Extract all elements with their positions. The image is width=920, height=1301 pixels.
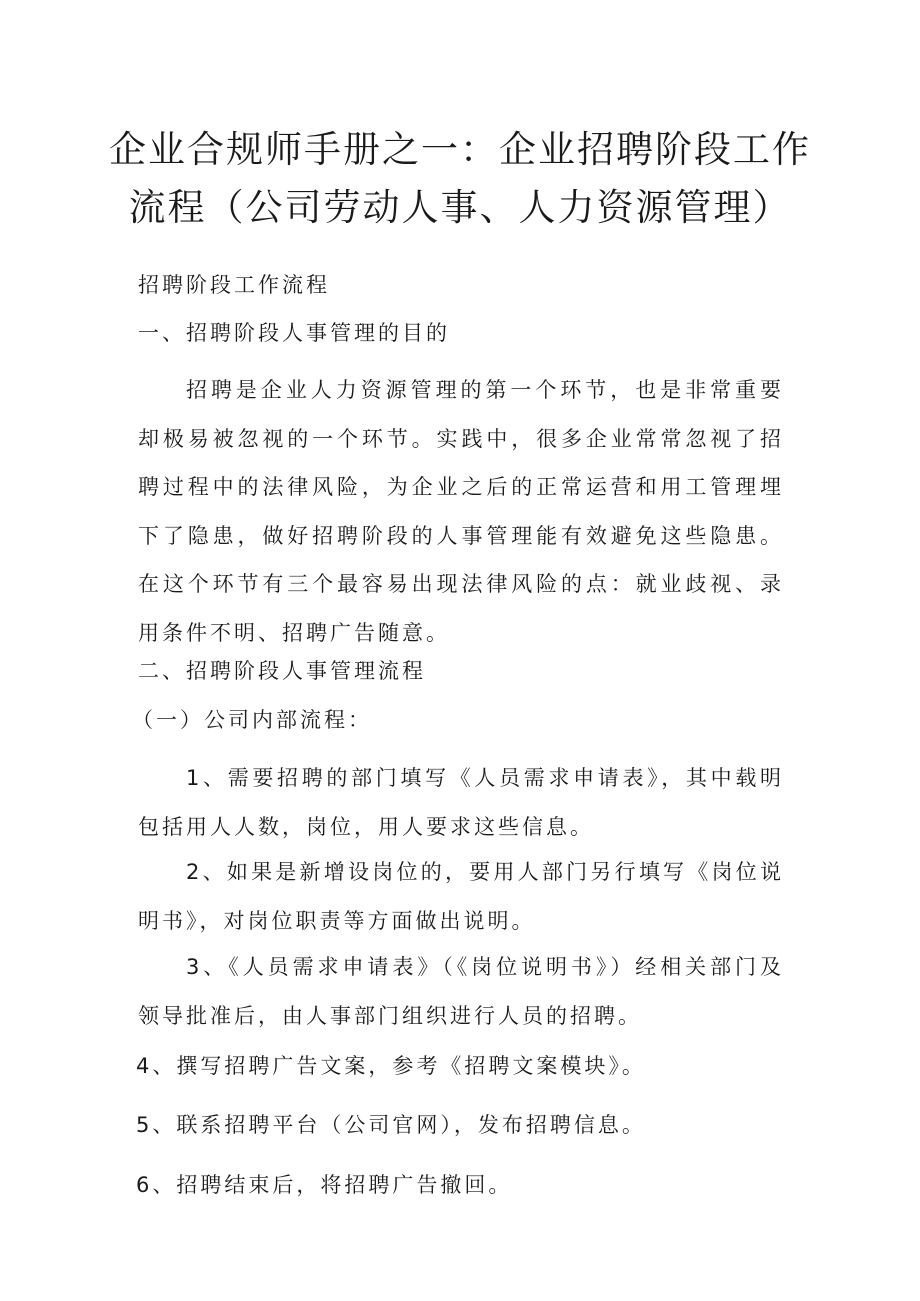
- section-2-heading: 二、招聘阶段人事管理流程: [138, 659, 426, 683]
- document-title-line-1: 企业合规师手册之一：企业招聘阶段工作: [109, 128, 811, 171]
- section-1-heading: 一、招聘阶段人事管理的目的: [138, 321, 450, 345]
- step-5-line: 5、联系招聘平台（公司官网），发布招聘信息。: [136, 1113, 646, 1137]
- step-3-paragraph: 3、《人员需求申请表》（《岗位说明书》）经相关部门及领导批准后，由人事部门组织进行人员的招聘。: [138, 955, 784, 1028]
- document-title-line-2: 流程（公司劳动人事、人力资源管理）: [128, 186, 792, 229]
- step-2-paragraph: 2、如果是新增设岗位的，要用人部门另行填写《岗位说明书》，对岗位职责等方面做出说明。: [138, 860, 784, 933]
- step-4-line: 4、撰写招聘广告文案，参考《招聘文案模块》。: [136, 1054, 646, 1078]
- step-6-line: 6、招聘结束后，将招聘广告撤回。: [136, 1173, 513, 1197]
- step-1-paragraph: 1、需要招聘的部门填写《人员需求申请表》，其中载明包括用人人数，岗位，用人要求这些信息。: [138, 766, 784, 839]
- subsection-1-heading: （一）公司内部流程：: [132, 708, 372, 732]
- subtitle: 招聘阶段工作流程: [138, 273, 330, 297]
- section-1-paragraph: 招聘是企业人力资源管理的第一个环节，也是非常重要却极易被忽视的一个环节。实践中，很多企业常常忽视了招聘过程中的法律风险，为企业之后的正常运营和用工管理埋下了隐患，做好招聘阶段的人事管理能有效避免这些隐患。在这个环节有三个最容易出现法律风险的点：就业歧视、录用条件不明、招聘广告随意。: [138, 378, 784, 645]
